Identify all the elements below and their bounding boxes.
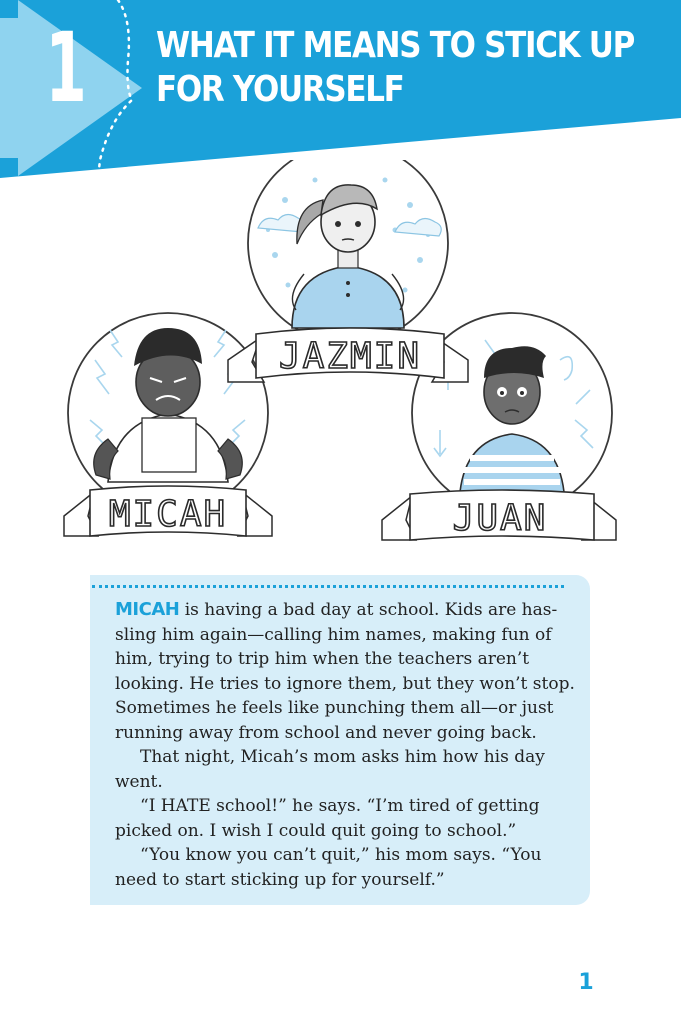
chapter-title (156, 24, 656, 112)
jazmin-figure (248, 160, 448, 343)
characters-illustration (0, 160, 681, 560)
micah-figure (68, 313, 268, 513)
story-lead-name: MICAH (115, 599, 180, 620)
chapter-number: 1 (45, 12, 87, 124)
juan-name-label: JUAN (452, 498, 548, 539)
chapter-title-line-2: FOR YOURSELF (156, 69, 404, 110)
chapter-title-line-1: WHAT IT MEANS TO STICK UP (156, 25, 635, 66)
jazmin-name-label: JAZMIN (278, 336, 422, 377)
story-paragraph-1-text: is having a bad day at school. Kids are hassling him again—calling him names, making fun of him, trying to trip him when the teachers aren’t looking. He tries to ignore them, but they won’t stop. Sometimes he feels like punching them all—or just running away from school and never going back. (115, 600, 575, 743)
story-paragraph-1 (115, 598, 575, 745)
story-paragraph-2: That night, Micah’s mom asks him how his day went. (115, 747, 545, 792)
page-number: 1 (578, 970, 594, 995)
juan-banner (382, 490, 616, 540)
story-paragraph-3: “I HATE school!” he says. “I’m tired of getting picked on. I wish I could quit going to school.” (115, 796, 540, 841)
jazmin-banner (228, 328, 468, 382)
micah-banner (64, 486, 272, 536)
story-dotted-rule (92, 585, 564, 588)
micah-name-label: MICAH (108, 494, 228, 535)
story-paragraph-4: “You know you can’t quit,” his mom says. “You need to start sticking up for yourself.” (115, 845, 542, 890)
story-text (115, 598, 575, 892)
